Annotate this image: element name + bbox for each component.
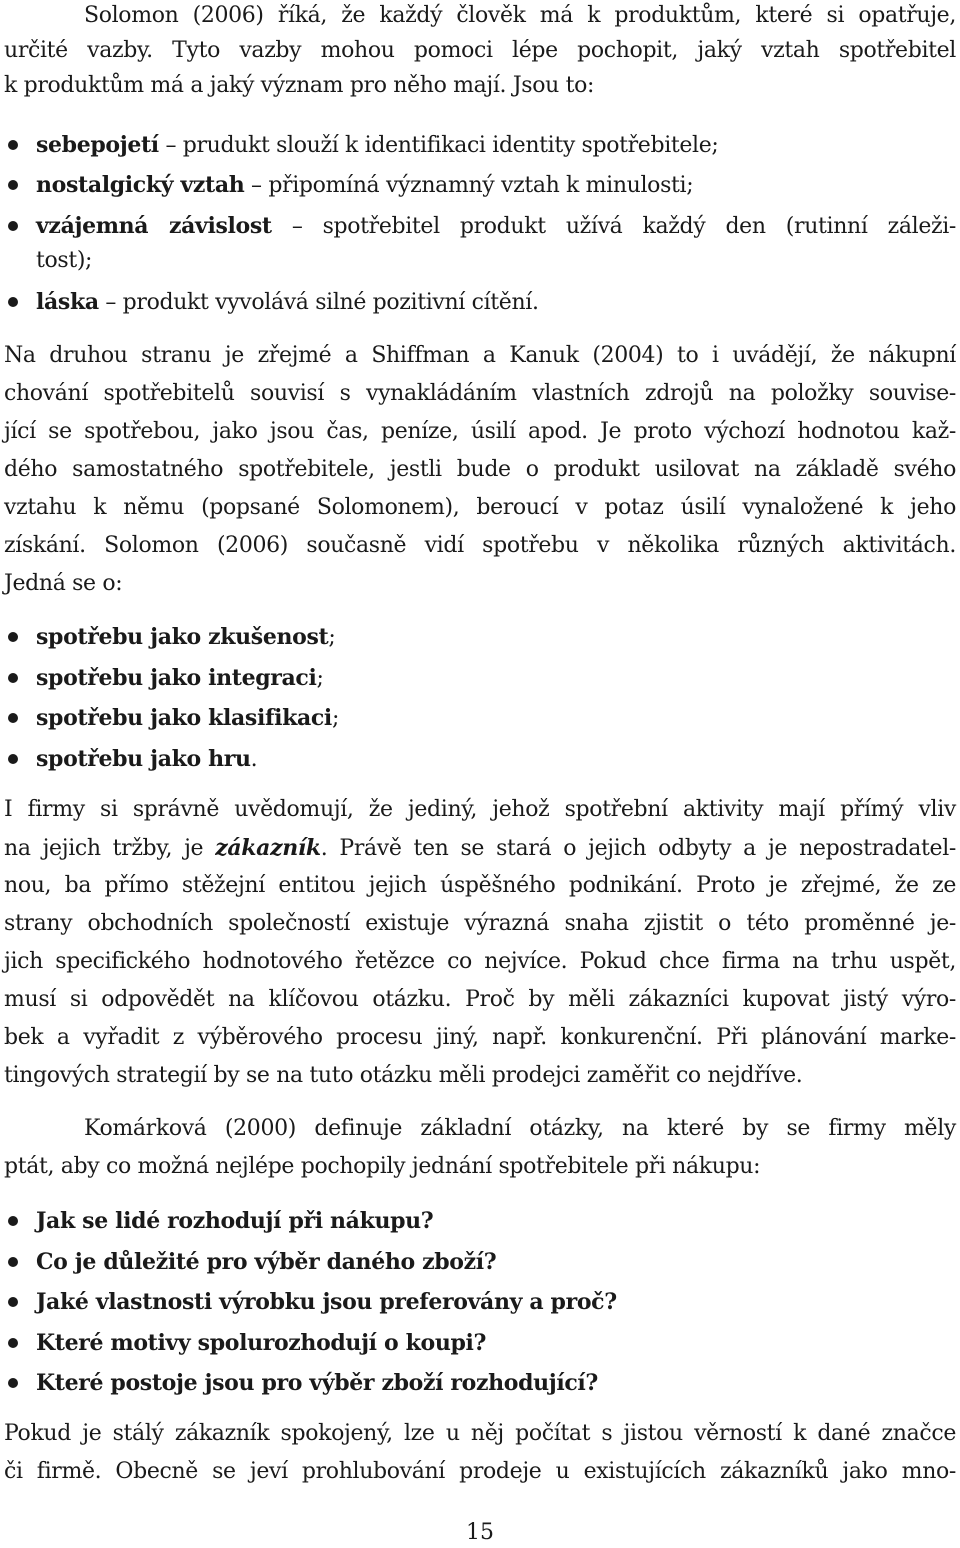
paragraph-line: Pokud je stálý zákazník spokojený, lze u něj počítat s jistou věrností k dané značce <box>4 1421 956 1446</box>
paragraph-line: získání. Solomon (2006) současně vidí spotřebu v několika různých aktivitách. <box>4 533 956 558</box>
list-item <box>36 703 956 733</box>
paragraph-line <box>4 833 956 863</box>
list-item-term: spotřebu jako zkušenost <box>36 624 329 650</box>
list-item-text: ; <box>328 625 336 650</box>
list-item: Jaké vlastnosti výrobku jsou preferovány a proč? <box>36 1289 617 1315</box>
list-item: Co je důležité pro výběr daného zboží? <box>36 1249 497 1275</box>
paragraph-line: Solomon (2006) říká, že každý člověk má k produktům, které si opatřuje, <box>84 3 956 28</box>
bullet-icon <box>8 1257 18 1267</box>
list-item: Jak se lidé rozhodují při nákupu? <box>36 1208 434 1234</box>
list-item-term: nostalgický vztah <box>36 172 245 198</box>
list-item <box>36 744 956 774</box>
bullet-icon <box>8 632 18 642</box>
list-item-term: láska <box>36 289 99 315</box>
bullet-icon <box>8 297 18 307</box>
page-number: 15 <box>466 1520 494 1545</box>
paragraph-line: Jedná se o: <box>4 571 123 596</box>
emphasized-term: zákazník <box>215 835 321 861</box>
list-item-text: . <box>250 747 258 772</box>
paragraph-line: jící se spotřebou, jako jsou čas, peníze, úsilí apod. Je proto výchozí hodnotou kaž- <box>4 419 956 444</box>
list-item <box>36 211 956 241</box>
paragraph-line: dého samostatného spotřebitele, jestli bude o produkt usilovat na základě svého <box>4 457 956 482</box>
paragraph-line: Na druhou stranu je zřejmé a Shiffman a Kanuk (2004) to i uvádějí, že nákupní <box>4 343 956 368</box>
list-item <box>36 663 956 693</box>
paragraph-line: ptát, aby co možná nejlépe pochopily jednání spotřebitele při nákupu: <box>4 1154 761 1179</box>
list-item-text: – spotřebitel produkt užívá každý den (rutinní záleži- <box>271 214 957 239</box>
list-item-term: sebepojetí <box>36 132 159 158</box>
paragraph-line: bek a vyřadit z výběrového procesu jiný, např. konkurenční. Při plánování marke- <box>4 1025 956 1050</box>
paragraph-line: nou, ba přímo stěžejní entitou jejich úspěšného podnikání. Proto je zřejmé, že ze <box>4 873 956 898</box>
bullet-icon <box>8 713 18 723</box>
paragraph-line: či firmě. Obecně se jeví prohlubování prodeje u existujících zákazníků jako mno- <box>4 1459 956 1484</box>
paragraph-line: strany obchodních společností existuje výrazná snaha zjistit o této proměnné je- <box>4 911 956 936</box>
paragraph-line: musí si odpovědět na klíčovou otázku. Proč by měli zákazníci kupovat jistý výro- <box>4 987 956 1012</box>
list-item <box>36 170 956 200</box>
bullet-icon <box>8 221 18 231</box>
paragraph-line: chování spotřebitelů souvisí s vynakládáním vlastních zdrojů na položky souvise- <box>4 381 956 406</box>
paragraph-line: jich specifického hodnotového řetězce co nejvíce. Pokud chce firma na trhu uspět, <box>4 949 956 974</box>
list-item-continuation: tost); <box>36 248 93 273</box>
paragraph-text: na jejich tržby, je <box>4 836 216 861</box>
paragraph-line: I firmy si správně uvědomují, že jediný, jehož spotřební aktivity mají přímý vliv <box>4 797 956 822</box>
paragraph-line: určité vazby. Tyto vazby mohou pomoci lépe pochopit, jaký vztah spotřebitel <box>4 38 956 63</box>
bullet-icon <box>8 754 18 764</box>
list-item-term: spotřebu jako hru <box>36 746 251 772</box>
list-item <box>36 622 956 652</box>
list-item-term: spotřebu jako integraci <box>36 665 317 691</box>
list-item-text: ; <box>331 706 340 731</box>
paragraph-text: . Právě ten se stará o jejich odbyty a je nepostradatel- <box>320 836 956 861</box>
bullet-icon <box>8 1297 18 1307</box>
bullet-icon <box>8 673 18 683</box>
paragraph-line: vztahu k němu (popsané Solomonem), beroucí v potaz úsilí vynaložené k jeho <box>4 495 956 520</box>
paragraph-line: Komárková (2000) definuje základní otázky, na které by se firmy měly <box>84 1116 956 1141</box>
bullet-icon <box>8 140 18 150</box>
list-item-text: – prudukt slouží k identifikaci identity spotřebitele; <box>158 133 719 158</box>
list-item-term: spotřebu jako klasifikaci <box>36 705 332 731</box>
list-item-text: – připomíná významný vztah k minulosti; <box>244 173 694 198</box>
list-item-text: ; <box>316 666 324 691</box>
list-item <box>36 130 956 160</box>
list-item: Které postoje jsou pro výběr zboží rozhodující? <box>36 1370 598 1396</box>
paragraph-line: tingových strategií by se na tuto otázku měli prodejci zaměřit co nejdříve. <box>4 1063 803 1088</box>
paragraph-line: k produktům má a jaký význam pro něho mají. Jsou to: <box>4 73 595 98</box>
list-item: Které motivy spolurozhodují o koupi? <box>36 1330 487 1356</box>
bullet-icon <box>8 180 18 190</box>
bullet-icon <box>8 1216 18 1226</box>
list-item-text: – produkt vyvolává silné pozitivní cítění. <box>98 290 539 315</box>
bullet-icon <box>8 1378 18 1388</box>
bullet-icon <box>8 1338 18 1348</box>
list-item-term: vzájemná závislost <box>36 213 272 239</box>
list-item <box>36 287 956 317</box>
